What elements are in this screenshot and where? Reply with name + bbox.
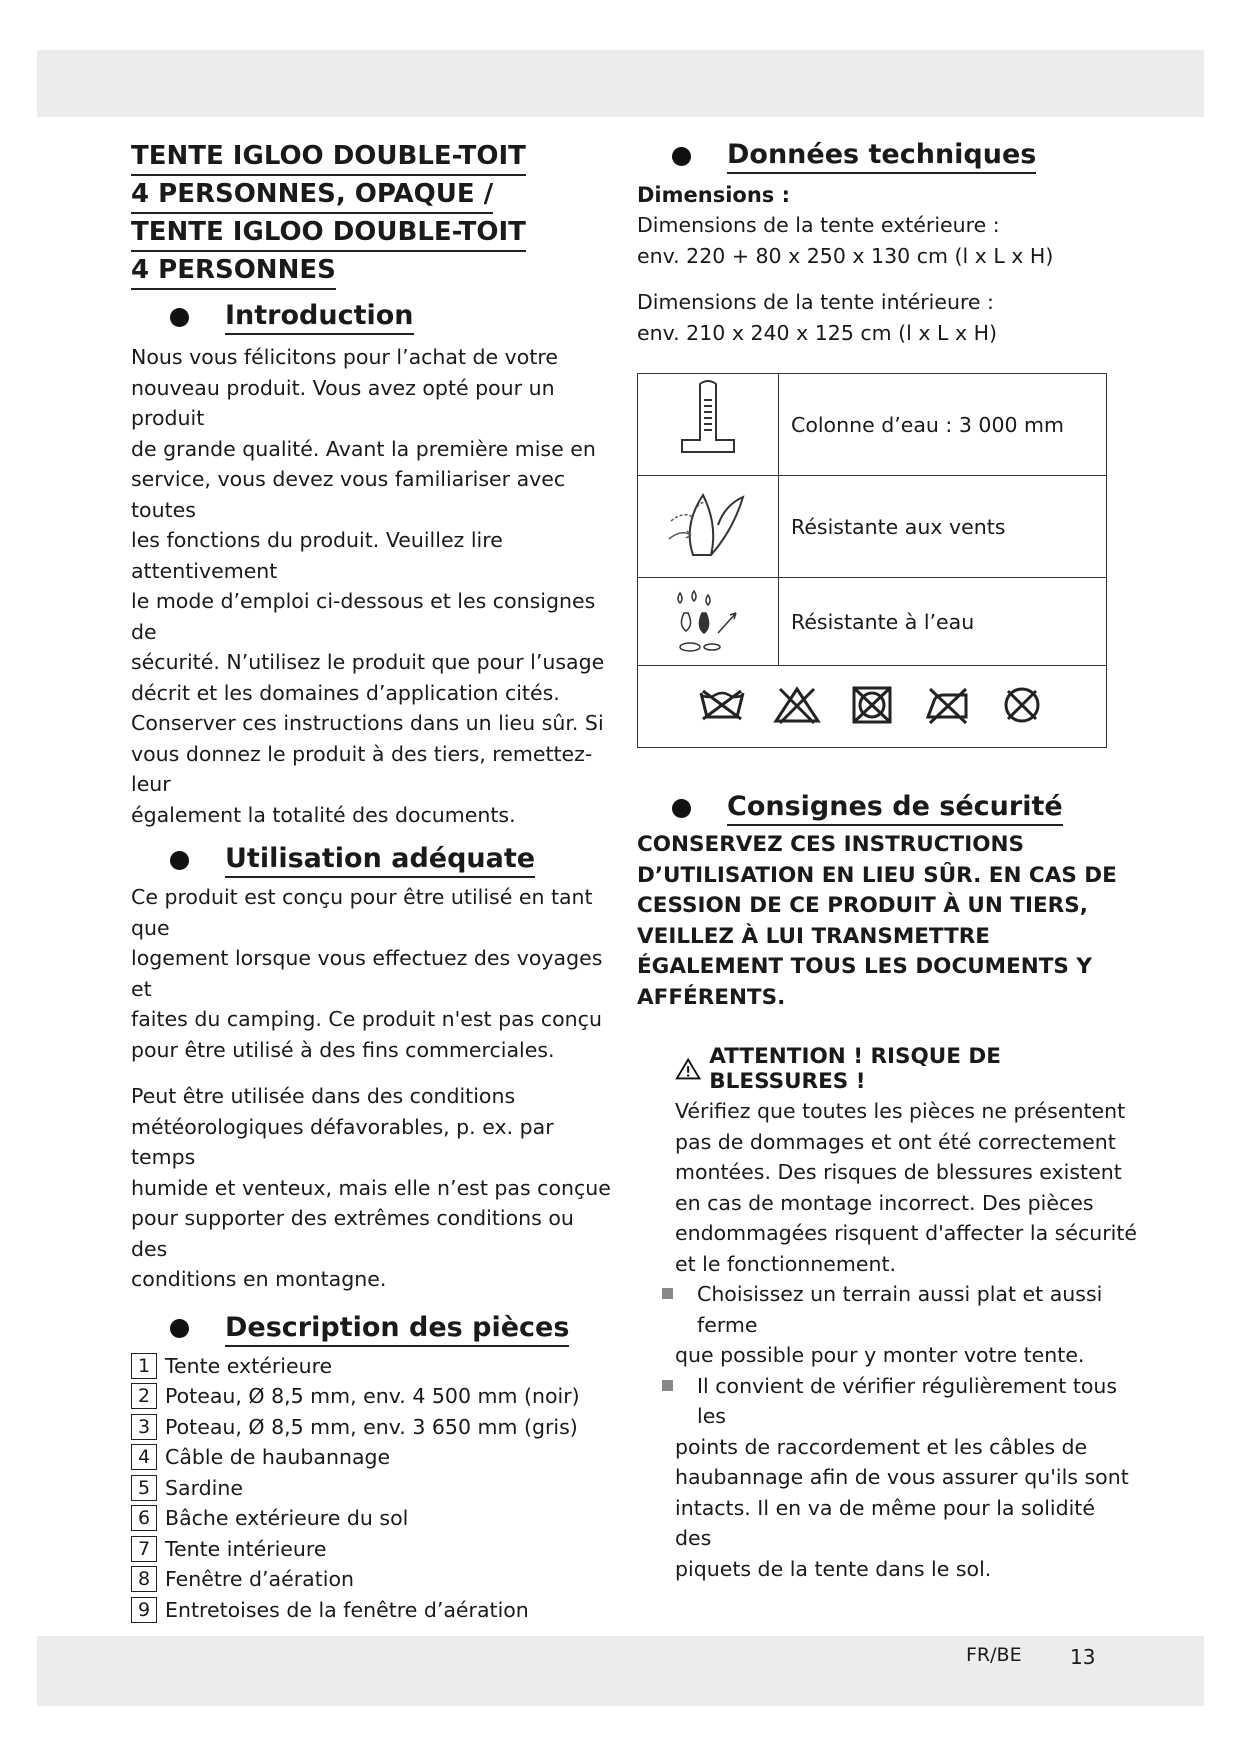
parts-list — [131, 1351, 611, 1626]
outer-dimensions-value: env. 220 + 80 x 250 x 130 cm (l x L x H) — [637, 243, 1054, 268]
text-line: pas de dommages et ont été correctement — [675, 1129, 1116, 1154]
square-bullet-icon — [662, 1380, 673, 1391]
title-line: 4 PERSONNES, OPAQUE / — [131, 176, 493, 214]
text-line: également la totalité des documents. — [131, 802, 516, 827]
safety-caps — [637, 830, 1137, 1013]
text-line: VEILLEZ À LUI TRANSMETTRE — [637, 923, 990, 949]
text-line: CESSION DE CE PRODUIT À UN TIERS, — [637, 893, 1088, 918]
inner-dimensions-value: env. 210 x 240 x 125 cm (l x L x H) — [637, 320, 998, 345]
tech-heading: Données techniques — [672, 138, 1137, 174]
bullet-dot-icon — [672, 147, 691, 166]
water-column-icon — [678, 378, 738, 468]
bullet-dot-icon — [672, 799, 691, 818]
table-row — [638, 374, 1107, 476]
dimensions-label: Dimensions : — [637, 183, 790, 207]
title-line: 4 PERSONNES — [131, 252, 336, 290]
no-dry-clean-icon — [997, 685, 1047, 725]
header-band — [37, 50, 1204, 117]
left-column — [131, 138, 611, 1625]
text-line: D’UTILISATION EN LIEU SÛR. EN CAS DE — [637, 862, 1117, 888]
utilisation-heading: Utilisation adéquate — [170, 842, 611, 878]
list-item: 6 Bâche extérieure du sol — [131, 1503, 611, 1534]
introduction-text — [131, 342, 611, 830]
text-line: les fonctions du produit. Veuillez lire attentivement — [131, 528, 503, 583]
warning-title: ATTENTION ! RISQUE DE BLESSURES ! — [675, 1044, 1137, 1094]
wind-resistant-icon — [663, 485, 753, 565]
text-line: conditions en montagne. — [131, 1267, 387, 1291]
text-line: vous donnez le produit à des tiers, remettez-leur — [131, 741, 593, 796]
text-line: humide et venteux, mais elle n’est pas conçue — [131, 1175, 611, 1200]
list-item: 5 Sardine — [131, 1473, 611, 1504]
text-line: haubannage afin de vous assurer qu'ils sont — [675, 1465, 1129, 1489]
table-row — [638, 578, 1107, 666]
warning-triangle-icon — [675, 1057, 701, 1081]
text-line: CONSERVEZ CES INSTRUCTIONS — [637, 832, 1024, 857]
safety-heading: Consignes de sécurité — [672, 790, 1137, 826]
page-number: 13 — [1070, 1645, 1096, 1669]
list-item: Choisissez un terrain aussi plat et aussi ferme — [669, 1279, 1137, 1340]
text-line: service, vous devez vous familiariser avec toutes — [131, 467, 566, 522]
bullet-dot-icon — [170, 851, 189, 870]
table-row — [638, 666, 1107, 748]
inner-dimensions-label: Dimensions de la tente intérieure : — [637, 290, 994, 314]
text-line: montées. Des risques de blessures existent — [675, 1160, 1122, 1184]
text-line: que possible pour y monter votre tente. — [675, 1343, 1085, 1367]
text-line: et le fonctionnement. — [675, 1251, 897, 1276]
text-line: faites du camping. Ce produit n'est pas conçu — [131, 1007, 602, 1031]
utilisation-text-2 — [131, 1081, 611, 1295]
table-row — [638, 476, 1107, 578]
list-item: 1 Tente extérieure — [131, 1351, 611, 1382]
title-line: TENTE IGLOO DOUBLE-TOIT — [131, 138, 526, 176]
list-item: 8 Fenêtre d’aération — [131, 1564, 611, 1595]
text-line: Conserver ces instructions dans un lieu sûr. Si — [131, 711, 604, 735]
footer-language: FR/BE — [966, 1644, 1022, 1666]
introduction-heading: Introduction — [170, 299, 611, 335]
right-column — [637, 138, 1137, 1584]
square-bullet-icon — [662, 1288, 673, 1299]
care-symbols — [638, 666, 1107, 748]
text-line: de grande qualité. Avant la première mise en — [131, 436, 596, 461]
text-line: décrit et les domaines d’application cités. — [131, 680, 560, 705]
text-line: endommagées risquent d'affecter la sécurité — [675, 1221, 1137, 1245]
text-line: piquets de la tente dans le sol. — [675, 1556, 992, 1581]
text-line: intacts. Il en va de même pour la solidité des — [675, 1495, 1095, 1550]
text-line: météorologiques défavorables, p. ex. par temps — [131, 1114, 554, 1169]
list-item: 3 Poteau, Ø 8,5 mm, env. 3 650 mm (gris) — [131, 1412, 611, 1443]
text-line: sécurité. N’utilisez le produit que pour l’usage — [131, 650, 605, 674]
no-wash-icon — [697, 685, 747, 725]
text-line: le mode d’emploi ci-dessous et les consignes de — [131, 589, 596, 644]
text-line: Nous vous félicitons pour l’achat de votre — [131, 345, 558, 369]
title-line: TENTE IGLOO DOUBLE-TOIT — [131, 214, 526, 252]
spec-label: Résistante à l’eau — [779, 578, 1107, 666]
utilisation-text — [131, 882, 611, 1065]
text-line: Peut être utilisée dans des conditions — [131, 1084, 516, 1108]
water-resistant-icon — [668, 583, 748, 657]
text-line: points de raccordement et les câbles de — [675, 1434, 1088, 1459]
text-line: Vérifiez que toutes les pièces ne présentent — [675, 1099, 1126, 1123]
warning-text — [675, 1096, 1137, 1279]
spec-label: Colonne d’eau : 3 000 mm — [779, 374, 1107, 476]
no-bleach-icon — [772, 685, 822, 725]
list-item: 4 Câble de haubannage — [131, 1442, 611, 1473]
footer-band — [37, 1636, 1204, 1706]
list-item: 7 Tente intérieure — [131, 1534, 611, 1565]
list-item: 2 Poteau, Ø 8,5 mm, env. 4 500 mm (noir) — [131, 1381, 611, 1412]
outer-dimensions-label: Dimensions de la tente extérieure : — [637, 213, 1000, 237]
bullet-dot-icon — [170, 1319, 189, 1338]
spec-table — [637, 373, 1107, 748]
text-line: AFFÉRENTS. — [637, 984, 786, 1010]
list-item: 9 Entretoises de la fenêtre d’aération — [131, 1595, 611, 1626]
text-line: pour être utilisé à des fins commerciales. — [131, 1037, 555, 1062]
text-line: logement lorsque vous effectuez des voyages et — [131, 946, 603, 1001]
no-tumble-dry-icon — [847, 685, 897, 725]
no-iron-icon — [922, 685, 972, 725]
text-line: ÉGALEMENT TOUS LES DOCUMENTS Y — [637, 954, 1092, 979]
text-line: Ce produit est conçu pour être utilisé en tant que — [131, 885, 593, 940]
warning-block — [675, 1044, 1137, 1584]
text-line: pour supporter des extrêmes conditions ou des — [131, 1206, 574, 1261]
spec-label: Résistante aux vents — [779, 476, 1107, 578]
bullet-dot-icon — [170, 308, 189, 327]
document-title — [131, 138, 611, 290]
parts-heading: Description des pièces — [170, 1311, 611, 1347]
text-line: en cas de montage incorrect. Des pièces — [675, 1190, 1094, 1215]
list-item: Il convient de vérifier régulièrement tous les — [669, 1371, 1137, 1432]
text-line: nouveau produit. Vous avez opté pour un produit — [131, 375, 555, 430]
